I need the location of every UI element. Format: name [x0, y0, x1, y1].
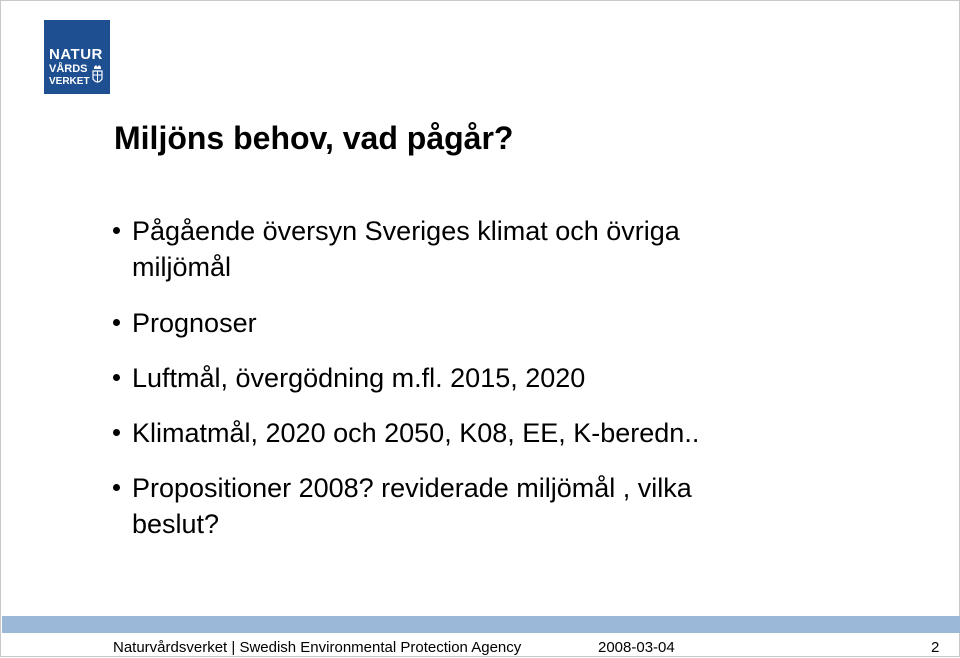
bullet-dot-icon: [113, 374, 120, 381]
bullet-text: Klimatmål, 2020 och 2050, K08, EE, K-beredn..: [132, 418, 700, 448]
bullet-item: [111, 213, 911, 285]
bullet-dot-icon: [113, 429, 120, 436]
naturvardsverket-logo: [44, 20, 110, 94]
bullet-dot-icon: [113, 227, 120, 234]
bullet-dot-icon: [113, 319, 120, 326]
footer-page-number: 2: [931, 639, 940, 656]
bullet-text: Luftmål, övergödning m.fl. 2015, 2020: [132, 363, 586, 393]
bullet-text-line1: Pågående översyn Sveriges klimat och övriga: [132, 216, 680, 246]
bullet-text-line1: Propositioner 2008? reviderade miljömål , vilka: [132, 473, 692, 503]
footer-organization: Naturvårdsverket | Swedish Environmental Protection Agency: [113, 639, 522, 656]
logo-text-line3: VERKET: [49, 76, 90, 87]
footer-date: 2008-03-04: [598, 639, 675, 656]
crest-icon: [91, 64, 104, 86]
bullet-item: [111, 360, 911, 396]
bullet-text-line2: beslut?: [132, 509, 220, 539]
footer-bar: [2, 616, 960, 633]
logo-text-line1: NATUR: [49, 46, 103, 63]
slide-title: Miljöns behov, vad pågår?: [114, 120, 514, 156]
bullet-dot-icon: [113, 484, 120, 491]
logo-text-line2: VÅRDS: [49, 63, 88, 75]
bullet-text: Prognoser: [132, 308, 257, 338]
bullet-list: [111, 213, 911, 562]
bullet-item: [111, 415, 911, 451]
bullet-item: [111, 305, 911, 341]
bullet-item: [111, 470, 911, 542]
bullet-text-line2: miljömål: [132, 252, 232, 282]
